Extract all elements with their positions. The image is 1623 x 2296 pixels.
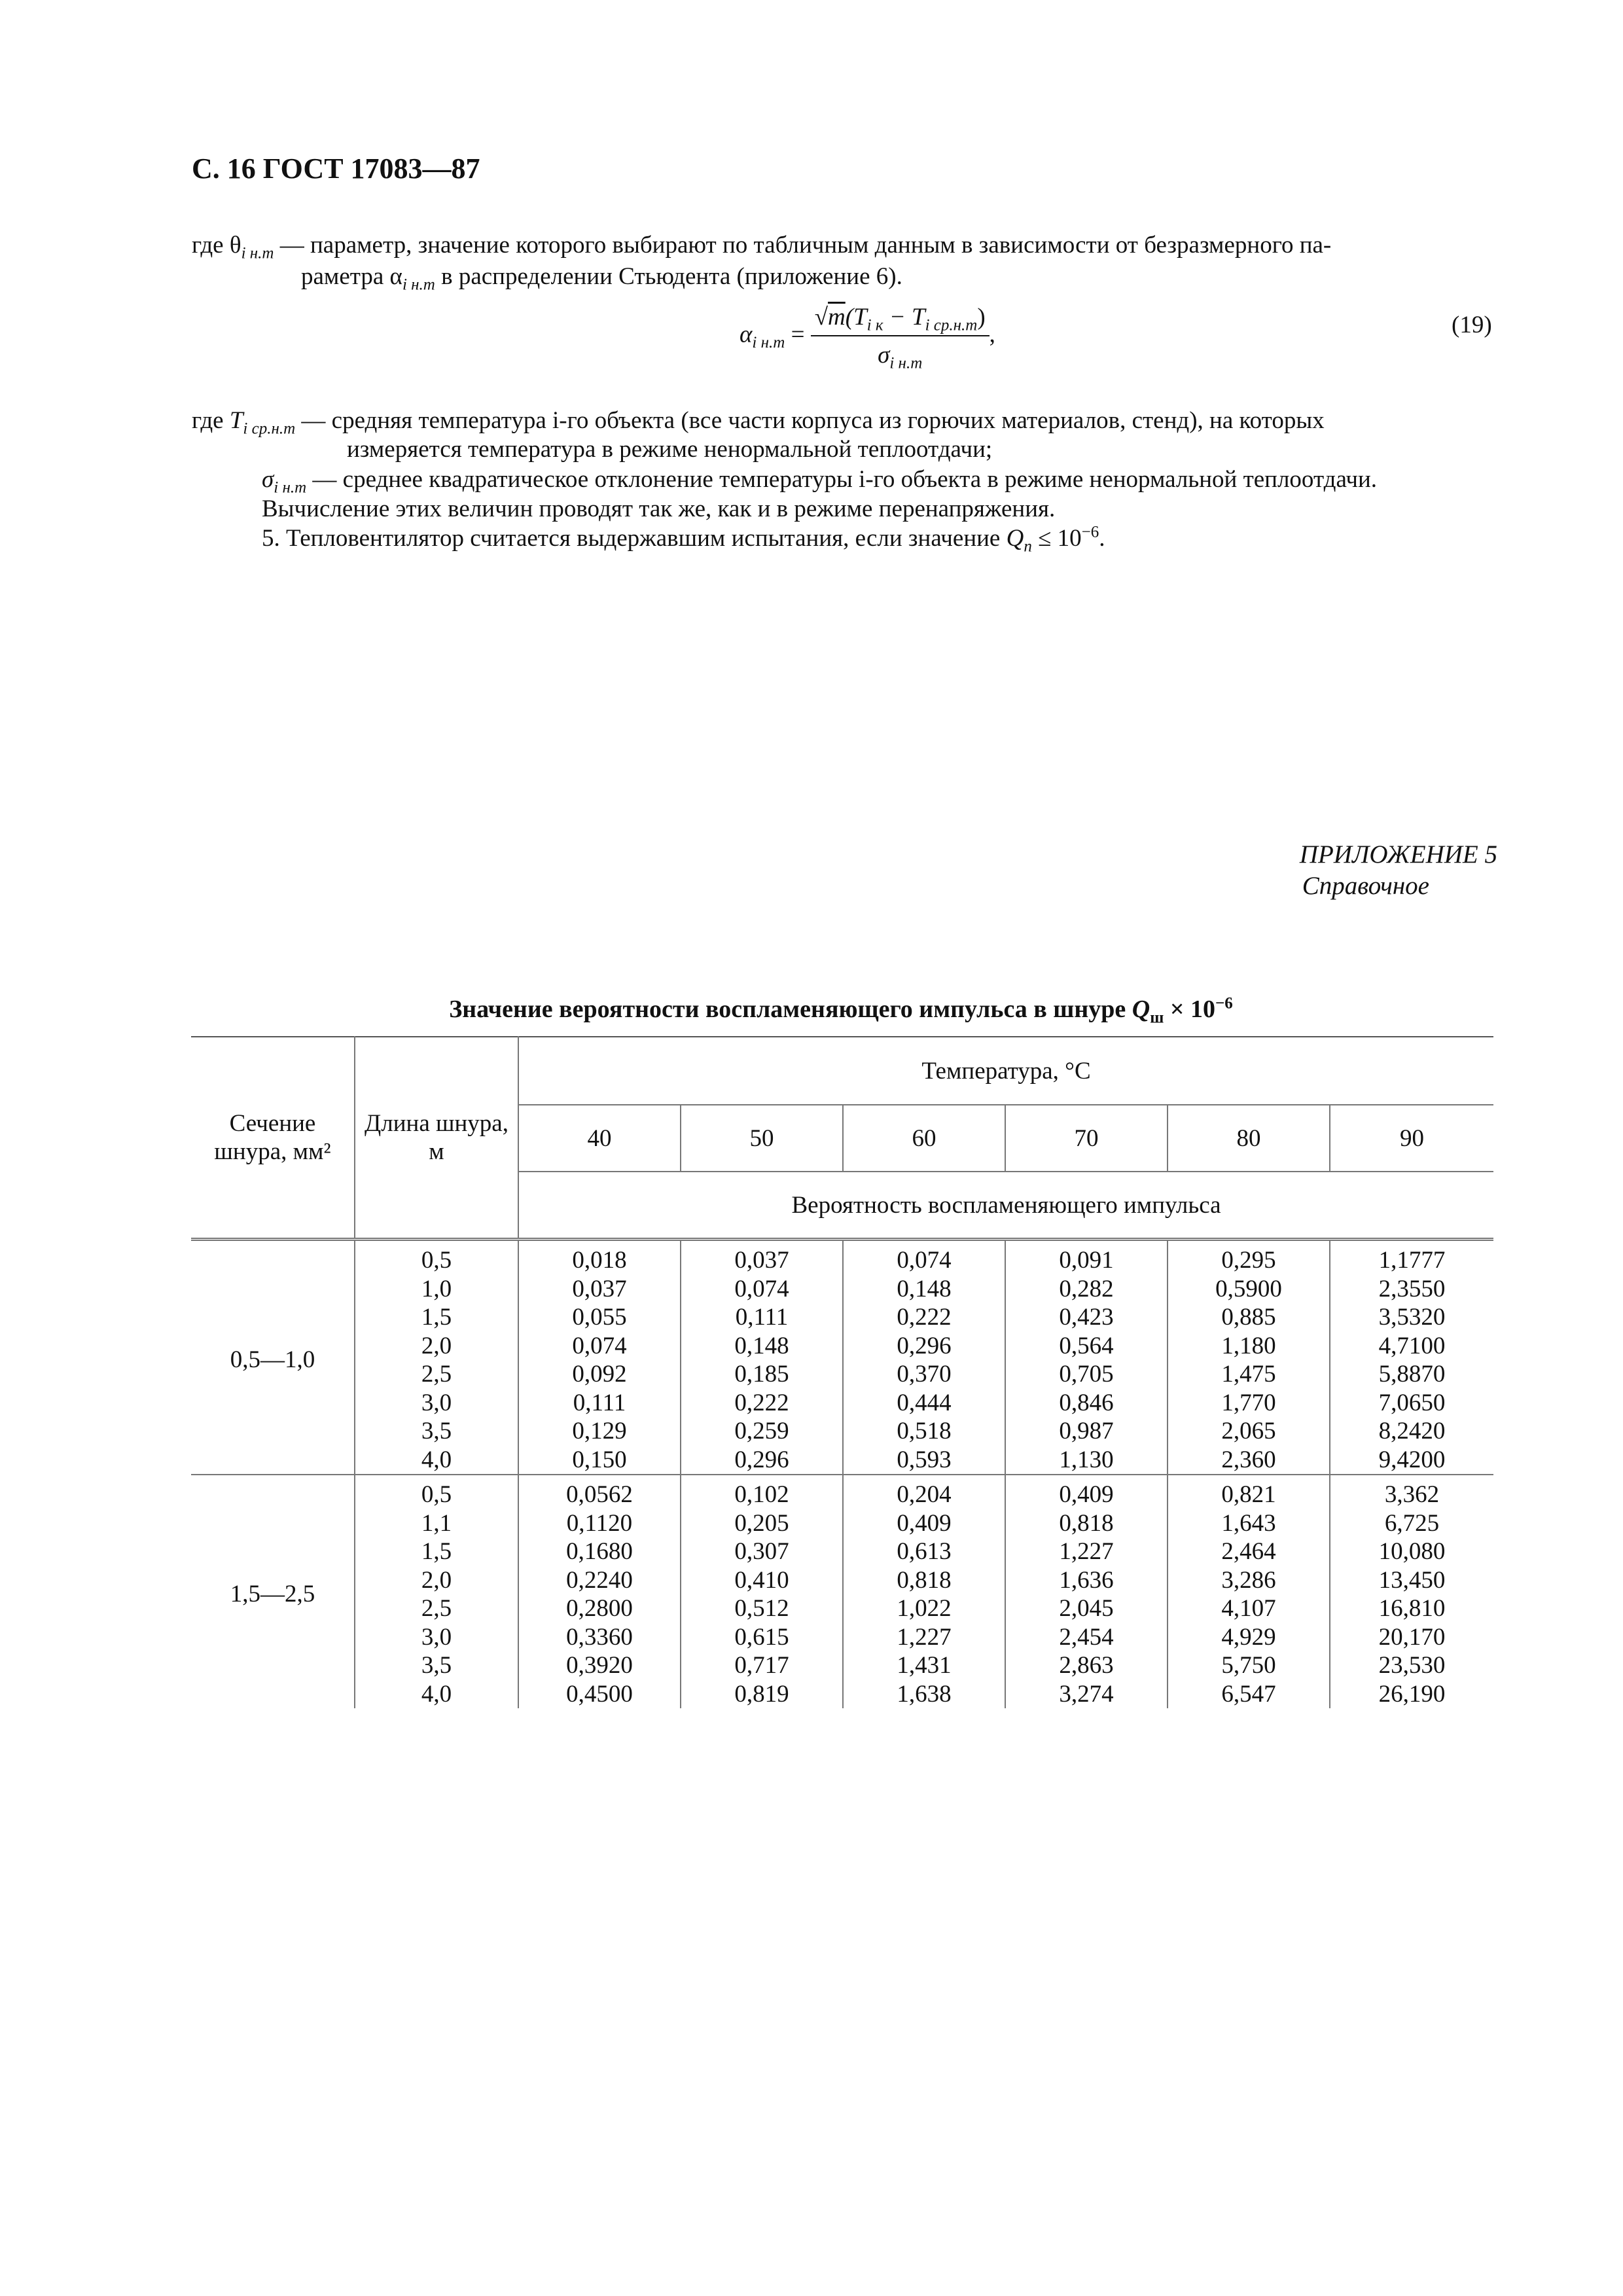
def-sigma-sub: i н.т bbox=[274, 478, 307, 497]
temp-header-cell: 80 bbox=[1168, 1105, 1330, 1172]
table-value: 1,5 bbox=[421, 1304, 452, 1331]
def-sigma bbox=[262, 465, 1377, 495]
table-value: 0,409 bbox=[1059, 1481, 1114, 1508]
table-value: 0,3920 bbox=[566, 1652, 633, 1679]
clause-5-le: ≤ 10 bbox=[1031, 525, 1082, 552]
table-value: 0,593 bbox=[897, 1446, 952, 1473]
table-value: 0,987 bbox=[1059, 1418, 1114, 1444]
appendix-subtitle: Справочное bbox=[1302, 872, 1429, 900]
value-column-cell bbox=[1168, 1240, 1330, 1475]
formula-m: m bbox=[828, 304, 846, 331]
table-value: 0,5900 bbox=[1215, 1275, 1282, 1302]
value-column-cell bbox=[681, 1240, 843, 1475]
value-column-cell bbox=[518, 1240, 681, 1475]
table-value: 0,074 bbox=[897, 1247, 952, 1274]
table-value: 2,3550 bbox=[1378, 1275, 1446, 1302]
table-value: 3,362 bbox=[1384, 1481, 1440, 1508]
table-value: 1,770 bbox=[1221, 1389, 1276, 1416]
formula-denominator bbox=[811, 336, 990, 370]
table-value: 0,111 bbox=[573, 1389, 626, 1416]
calc-note: Вычисление этих величин проводят так же, как и в режиме перенапряжения. bbox=[262, 495, 1056, 522]
table-title-times: × 10 bbox=[1164, 996, 1215, 1023]
table-value: 0,148 bbox=[734, 1332, 789, 1359]
table-value: 1,431 bbox=[897, 1652, 952, 1679]
table-value: 1,227 bbox=[897, 1623, 952, 1651]
def-sigma-text: — среднее квадратическое отклонение температуры i-го объекта в режиме ненормальной теплоотдачи. bbox=[306, 466, 1378, 493]
table-value: 4,929 bbox=[1221, 1623, 1276, 1651]
table-value: 6,547 bbox=[1221, 1680, 1276, 1708]
table-value: 1,1 bbox=[421, 1509, 452, 1537]
table-value: 0,518 bbox=[897, 1418, 952, 1444]
table-value: 0,410 bbox=[734, 1566, 789, 1594]
intro-alpha: раметра α bbox=[301, 263, 402, 290]
appendix-title: ПРИЛОЖЕНИЕ 5 bbox=[1299, 840, 1497, 869]
col-header-temperature: Температура, °С bbox=[518, 1037, 1493, 1105]
def-t-line-2: измеряется температура в режиме ненормальной теплоотдачи; bbox=[347, 436, 993, 463]
table-value: 0,092 bbox=[572, 1361, 627, 1388]
formula-numerator bbox=[811, 302, 990, 336]
def-t-line-1 bbox=[192, 406, 1325, 436]
table-value: 2,5 bbox=[421, 1595, 452, 1622]
probability-table bbox=[191, 1036, 1493, 1708]
table-body bbox=[191, 1240, 1493, 1709]
clause-5-exp: −6 bbox=[1081, 523, 1099, 541]
formula-lhs: α bbox=[740, 321, 753, 348]
table-value: 3,5320 bbox=[1378, 1304, 1446, 1331]
table-value: 1,227 bbox=[1059, 1538, 1114, 1565]
table-value: 2,065 bbox=[1221, 1418, 1276, 1444]
table-value: 0,296 bbox=[897, 1332, 952, 1359]
table-title-q-sub: ш bbox=[1150, 1009, 1164, 1027]
table-value: 0,705 bbox=[1059, 1361, 1114, 1388]
table-value: 0,846 bbox=[1059, 1389, 1114, 1416]
formula-t1: (T bbox=[845, 304, 867, 331]
table-value: 0,819 bbox=[734, 1680, 789, 1708]
table-value: 6,725 bbox=[1384, 1509, 1440, 1537]
table-value: 0,091 bbox=[1059, 1247, 1114, 1274]
table-value: 7,0650 bbox=[1378, 1389, 1446, 1416]
table-value: 4,7100 bbox=[1378, 1332, 1446, 1359]
table-value: 0,037 bbox=[572, 1275, 627, 1302]
value-column-cell bbox=[843, 1475, 1005, 1708]
table-value: 0,444 bbox=[897, 1389, 952, 1416]
formula-19 bbox=[740, 302, 995, 370]
table-value: 0,512 bbox=[734, 1595, 789, 1622]
table-value: 1,130 bbox=[1059, 1446, 1114, 1473]
temp-header-cell: 60 bbox=[843, 1105, 1005, 1172]
table-value: 0,409 bbox=[897, 1509, 952, 1537]
intro-line1-text: — параметр, значение которого выбирают по табличным данным в зависимости от безразмерного па- bbox=[274, 232, 1332, 259]
table-value: 1,643 bbox=[1221, 1509, 1276, 1537]
value-column-cell bbox=[681, 1475, 843, 1708]
def-t-pre: где bbox=[192, 407, 230, 434]
table-title bbox=[190, 994, 1492, 1027]
table-value: 1,0 bbox=[421, 1275, 452, 1302]
table-value: 0,821 bbox=[1221, 1481, 1276, 1508]
table-value: 3,0 bbox=[421, 1623, 452, 1651]
table-value: 8,2420 bbox=[1378, 1418, 1446, 1444]
formula-sigma-sub: i н.т bbox=[889, 354, 923, 372]
table-value: 3,286 bbox=[1221, 1566, 1276, 1594]
appendix-label bbox=[1300, 839, 1497, 902]
table-group-row bbox=[191, 1240, 1493, 1475]
value-column-cell bbox=[1330, 1240, 1493, 1475]
table-value: 0,150 bbox=[572, 1446, 627, 1473]
table-value: 0,0562 bbox=[566, 1481, 633, 1508]
table-title-text: Значение вероятности воспламеняющего импульса в шнуре bbox=[449, 996, 1132, 1023]
sqrt-sign: √ bbox=[814, 304, 829, 331]
table-value: 16,810 bbox=[1378, 1595, 1446, 1622]
table-value: 0,111 bbox=[735, 1304, 789, 1331]
table-value: 0,818 bbox=[1059, 1509, 1114, 1537]
intro-theta: где θ bbox=[192, 232, 241, 259]
table-value: 0,129 bbox=[572, 1418, 627, 1444]
formula-fraction bbox=[811, 302, 990, 370]
intro-line2-text: в распределении Стьюдента (приложение 6). bbox=[435, 263, 902, 290]
table-value: 0,222 bbox=[734, 1389, 789, 1416]
value-column-cell bbox=[1330, 1475, 1493, 1708]
table-value: 0,074 bbox=[572, 1332, 627, 1359]
table-value: 9,4200 bbox=[1378, 1446, 1446, 1473]
def-t-text: — средняя температура i-го объекта (все части корпуса из горючих материалов, стенд), на которых bbox=[295, 407, 1325, 434]
formula-lhs-sub: i н.т bbox=[752, 333, 785, 351]
table-value: 0,307 bbox=[734, 1538, 789, 1565]
table-group-row bbox=[191, 1475, 1493, 1708]
table-value: 0,1680 bbox=[566, 1538, 633, 1565]
value-column-cell bbox=[518, 1475, 681, 1708]
table-value: 0,3360 bbox=[566, 1623, 633, 1651]
table-title-q: Q bbox=[1132, 996, 1150, 1023]
table-value: 0,4500 bbox=[566, 1680, 633, 1708]
table-value: 2,454 bbox=[1059, 1623, 1114, 1651]
table-value: 0,102 bbox=[734, 1481, 789, 1508]
table-value: 2,5 bbox=[421, 1361, 452, 1388]
table-value: 1,636 bbox=[1059, 1566, 1114, 1594]
formula-comma: , bbox=[989, 321, 995, 348]
intro-line-1 bbox=[192, 230, 1331, 260]
table-value: 3,5 bbox=[421, 1418, 452, 1444]
table-value: 2,360 bbox=[1221, 1446, 1276, 1473]
formula-number: (19) bbox=[1452, 312, 1492, 338]
table-value: 0,037 bbox=[734, 1247, 789, 1274]
formula-eq: = bbox=[785, 321, 811, 348]
value-column-cell bbox=[355, 1475, 518, 1708]
col-header-probability: Вероятность воспламеняющего импульса bbox=[518, 1172, 1493, 1240]
temp-header-cell: 50 bbox=[681, 1105, 843, 1172]
table-value: 0,615 bbox=[734, 1623, 789, 1651]
table-value: 0,564 bbox=[1059, 1332, 1114, 1359]
table-value: 0,295 bbox=[1221, 1247, 1276, 1274]
clause-5-q: Q bbox=[1006, 525, 1024, 552]
value-column-cell bbox=[355, 1240, 518, 1475]
table-value: 2,045 bbox=[1059, 1595, 1114, 1622]
col-header-length: Длина шнура, м bbox=[355, 1037, 518, 1240]
table-value: 0,2800 bbox=[566, 1595, 633, 1622]
def-t-sub: i ср.н.т bbox=[243, 420, 296, 438]
col-header-section: Сечение шнура, мм² bbox=[191, 1037, 355, 1240]
table-value: 5,8870 bbox=[1378, 1361, 1446, 1388]
intro-theta-sub: i н.т bbox=[241, 244, 274, 262]
table-value: 1,022 bbox=[897, 1595, 952, 1622]
table-value: 1,638 bbox=[897, 1680, 952, 1708]
table-value: 4,0 bbox=[421, 1680, 452, 1708]
formula-t2-sub: i ср.н.т bbox=[925, 316, 978, 334]
intro-alpha-sub: i н.т bbox=[402, 276, 435, 294]
formula-close-paren: ) bbox=[977, 304, 986, 331]
table-value: 0,296 bbox=[734, 1446, 789, 1473]
table-title-exp: −6 bbox=[1215, 994, 1233, 1013]
table-value: 1,180 bbox=[1221, 1332, 1276, 1359]
table-value: 2,0 bbox=[421, 1566, 452, 1594]
value-column-cell bbox=[1005, 1240, 1168, 1475]
table-value: 0,055 bbox=[572, 1304, 627, 1331]
section-cell: 1,5—2,5 bbox=[191, 1475, 355, 1708]
formula-sigma: σ bbox=[878, 342, 890, 368]
clause-5-period: . bbox=[1099, 525, 1105, 552]
table-value: 0,423 bbox=[1059, 1304, 1114, 1331]
table-value: 0,074 bbox=[734, 1275, 789, 1302]
table-value: 0,370 bbox=[897, 1361, 952, 1388]
table-value: 13,450 bbox=[1378, 1566, 1446, 1594]
table-value: 1,5 bbox=[421, 1538, 452, 1565]
temp-header-cell: 90 bbox=[1330, 1105, 1493, 1172]
table-value: 1,1777 bbox=[1378, 1247, 1446, 1274]
table-value: 0,2240 bbox=[566, 1566, 633, 1594]
page-header: С. 16 ГОСТ 17083—87 bbox=[192, 152, 480, 185]
table-value: 0,259 bbox=[734, 1418, 789, 1444]
table-value: 26,190 bbox=[1378, 1680, 1446, 1708]
table-value: 0,5 bbox=[421, 1247, 452, 1274]
table-value: 10,080 bbox=[1378, 1538, 1446, 1565]
table-value: 4,107 bbox=[1221, 1595, 1276, 1622]
table-value: 23,530 bbox=[1378, 1652, 1446, 1679]
table-value: 0,613 bbox=[897, 1538, 952, 1565]
value-column-cell bbox=[1168, 1475, 1330, 1708]
def-sigma-symbol: σ bbox=[262, 466, 274, 493]
table-value: 0,885 bbox=[1221, 1304, 1276, 1331]
value-column-cell bbox=[1005, 1475, 1168, 1708]
table-value: 2,464 bbox=[1221, 1538, 1276, 1565]
table-value: 0,018 bbox=[572, 1247, 627, 1274]
temp-header-cell: 70 bbox=[1005, 1105, 1168, 1172]
table-value: 0,1120 bbox=[566, 1509, 633, 1537]
value-column-cell bbox=[843, 1240, 1005, 1475]
clause-5-q-sub: n bbox=[1024, 537, 1032, 556]
def-t-symbol: T bbox=[229, 407, 243, 434]
table-value: 20,170 bbox=[1378, 1623, 1446, 1651]
table-value: 0,185 bbox=[734, 1361, 789, 1388]
temp-header-cell: 40 bbox=[518, 1105, 681, 1172]
table-value: 0,205 bbox=[734, 1509, 789, 1537]
formula-t2: − T bbox=[883, 304, 925, 331]
table-value: 3,274 bbox=[1059, 1680, 1114, 1708]
clause-5 bbox=[262, 524, 1105, 554]
formula-t1-sub: i к bbox=[866, 316, 883, 334]
table-value: 0,818 bbox=[897, 1566, 952, 1594]
table-value: 0,5 bbox=[421, 1481, 452, 1508]
table-value: 0,717 bbox=[734, 1652, 789, 1679]
section-cell: 0,5—1,0 bbox=[191, 1240, 355, 1475]
table-value: 2,0 bbox=[421, 1332, 452, 1359]
table-value: 0,204 bbox=[897, 1481, 952, 1508]
table-value: 2,863 bbox=[1059, 1652, 1114, 1679]
table-value: 0,222 bbox=[897, 1304, 952, 1331]
table-value: 3,0 bbox=[421, 1389, 452, 1416]
table-value: 4,0 bbox=[421, 1446, 452, 1473]
table-value: 5,750 bbox=[1221, 1652, 1276, 1679]
clause-5-text: 5. Тепловентилятор считается выдержавшим испытания, если значение bbox=[262, 525, 1007, 552]
table-value: 0,148 bbox=[897, 1275, 952, 1302]
table-value: 3,5 bbox=[421, 1652, 452, 1679]
table-value: 1,475 bbox=[1221, 1361, 1276, 1388]
table-value: 0,282 bbox=[1059, 1275, 1114, 1302]
intro-line-2 bbox=[301, 262, 902, 292]
